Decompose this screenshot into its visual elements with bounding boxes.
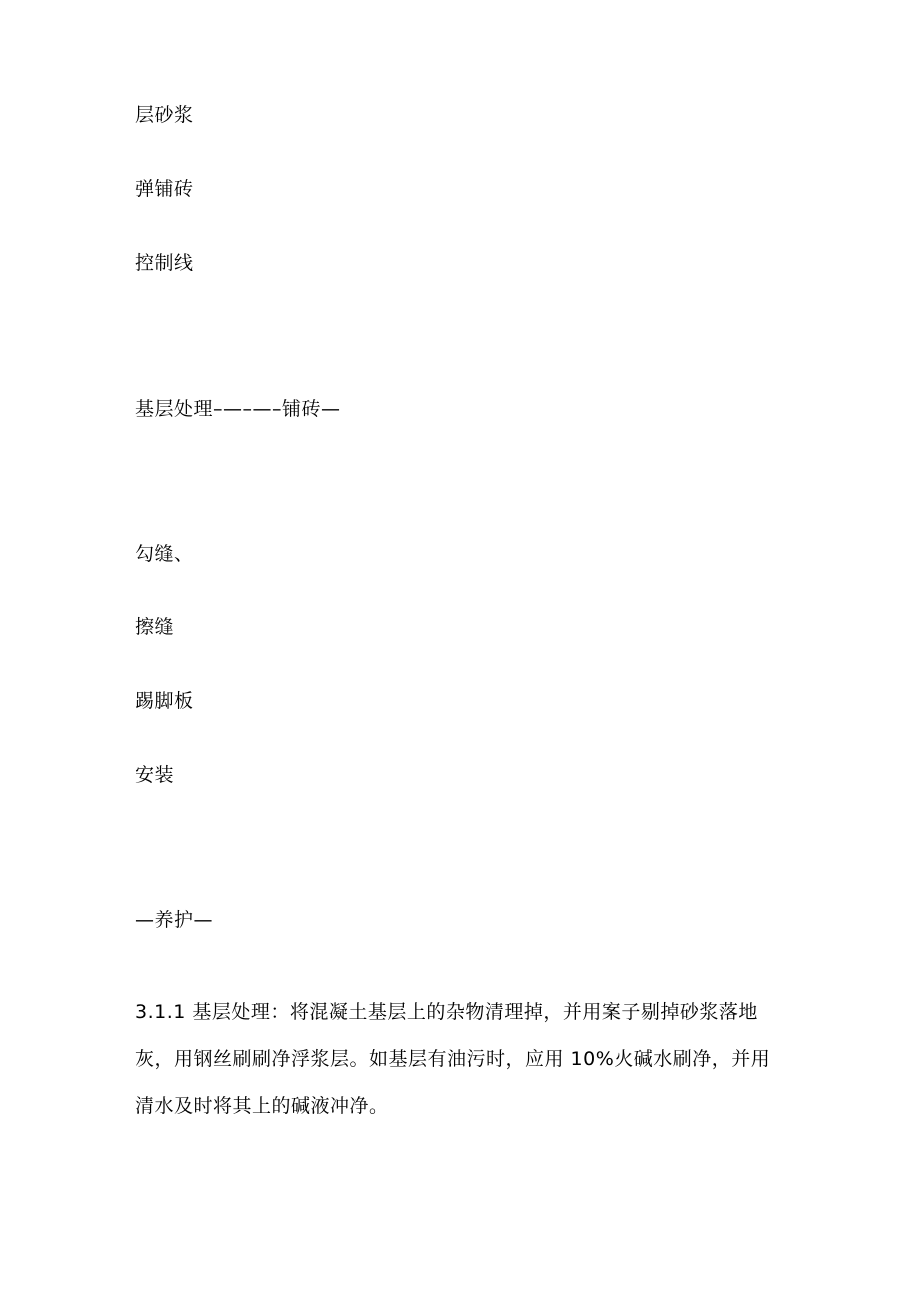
flow-label-grouting: 勾缝、 (135, 543, 194, 565)
flow-label-tile-line: 弹铺砖 (135, 178, 194, 200)
section-3-1-1-paragraph (135, 1000, 790, 1141)
flow-label-skirting: 踢脚板 (135, 690, 194, 712)
flow-label-base-treatment: 基层处理–—–—–铺砖— (135, 398, 341, 420)
flow-label-wiping: 擦缝 (135, 616, 175, 638)
flow-label-control-line: 控制线 (135, 252, 194, 274)
flow-label-curing: —养护— (135, 909, 214, 931)
flow-label-install: 安装 (135, 764, 175, 786)
paragraph-line: 3.1.1 基层处理：将混凝土基层上的杂物清理掉，并用案子剔掉砂浆落地 (135, 1001, 758, 1023)
paragraph-line: 清水及时将其上的碱液冲净。 (135, 1095, 389, 1117)
flow-label-mortar-layer: 层砂浆 (135, 104, 194, 126)
paragraph-line: 灰，用钢丝刷刷净浮浆层。如基层有油污时，应用 10%火碱水刷净，并用 (135, 1048, 771, 1070)
